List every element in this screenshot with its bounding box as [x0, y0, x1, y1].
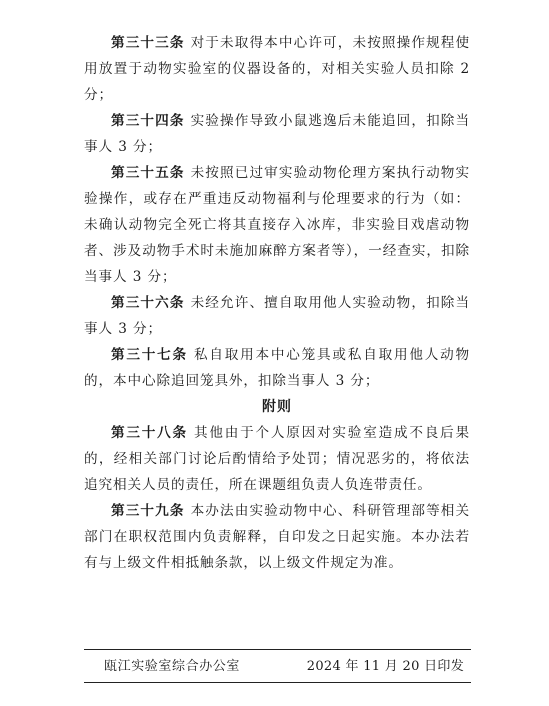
- footer-date: 2024 年 11 月 20 日印发: [306, 659, 464, 674]
- article-33: [84, 30, 470, 108]
- footer-bottom-rule: [84, 682, 471, 683]
- footer: [104, 656, 464, 678]
- article-text: 本办法由实验动物中心、科研管理部等相关部门在职权范围内负责解释，自印发之日起实施。本办法若有与上级文件相抵触条款，以上级文件规定为准。: [84, 503, 470, 571]
- footer-top-rule: [84, 649, 471, 650]
- document-body: [84, 30, 470, 576]
- article-text: 其他由于个人原因对实验室造成不良后果的，经相关部门讨论后酌情给予处罚；情况恶劣的，将依法追究相关人员的责任，所在课题组负责人负连带责任。: [84, 425, 471, 493]
- article-text: 未经允许、擅自取用他人实验动物，扣除当事人 3 分；: [84, 295, 470, 337]
- article-title: 第三十九条: [111, 503, 185, 519]
- article-title: 第三十五条: [111, 165, 185, 181]
- article-text: 对于未取得本中心许可，未按照操作规程使用放置于动物实验室的仪器设备的，对相关实验人员扣除 2 分；: [84, 35, 470, 103]
- article-39: [84, 498, 470, 576]
- article-37: [84, 342, 470, 394]
- article-38: [84, 420, 470, 498]
- article-text: 实验操作导致小鼠逃逸后未能追回，扣除当事人 3 分；: [84, 113, 470, 155]
- article-36: [84, 290, 470, 342]
- article-title: 第三十七条: [111, 347, 188, 363]
- article-title: 第三十三条: [111, 35, 185, 51]
- article-35: [84, 160, 470, 290]
- footer-issuer: 瓯江实验室综合办公室: [104, 659, 241, 674]
- article-title: 第三十八条: [111, 425, 188, 441]
- article-title: 第三十六条: [111, 295, 185, 311]
- article-text: 私自取用本中心笼具或私自取用他人动物的，本中心除追回笼具外，扣除当事人 3 分；: [84, 347, 471, 389]
- article-34: [84, 108, 470, 160]
- article-text: 未按照已过审实验动物伦理方案执行动物实验操作，或存在严重违反动物福利与伦理要求的行为（如：未确认动物完全死亡将其直接存入冰库，非实验目戏虐动物者、涉及动物手术时未施加麻醉方案者等），一经查实，扣除当事人 3 分；: [84, 165, 470, 285]
- section-heading: 附则: [262, 399, 292, 415]
- article-title: 第三十四条: [111, 113, 185, 129]
